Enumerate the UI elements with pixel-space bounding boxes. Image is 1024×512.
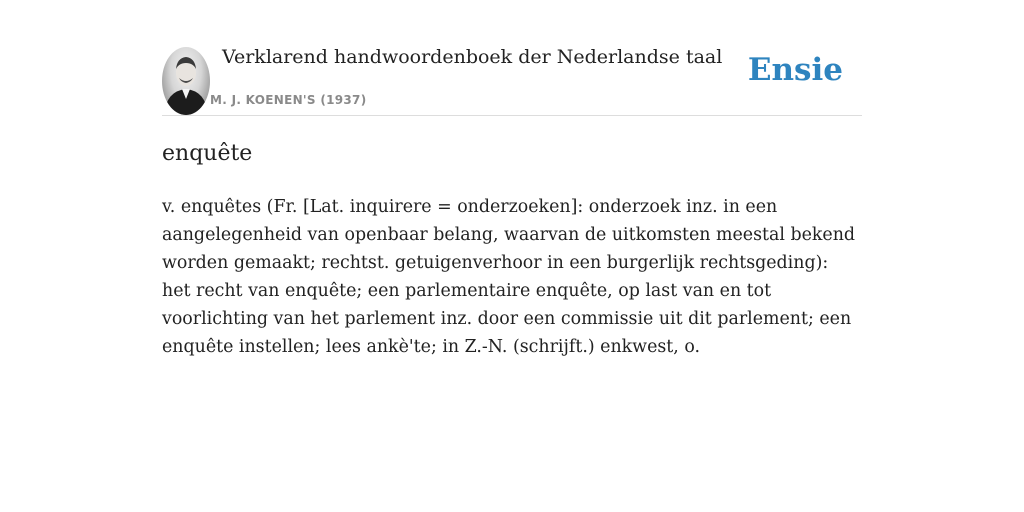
entry-headword: enquête: [162, 141, 253, 166]
ensie-logo-link[interactable]: Ensie: [747, 52, 843, 88]
entry-definition: v. enquêtes (Fr. [Lat. inquirere = onderzoeken]: onderzoek inz. in een aangelegenheid van openbaar belang, waarvan de uitkomsten meestal bekend worden gemaakt; rechtst. getuigenverhoor in een burgerlijk rechtsgeding): het recht van enquête; een parlementaire enquête, op last van en tot voorlichting van het parlement inz. door een commissie uit dit parlement; een enquête instellen; lees ankè'te; in Z.-N. (schrijft.) enkwest, o.: [162, 197, 856, 357]
author-portrait-icon: [162, 47, 210, 115]
author-label: M. J. KOENEN'S (1937): [210, 93, 367, 107]
dictionary-header: [162, 46, 862, 116]
book-title: Verklarend handwoordenboek der Nederlandse taal: [222, 46, 723, 68]
